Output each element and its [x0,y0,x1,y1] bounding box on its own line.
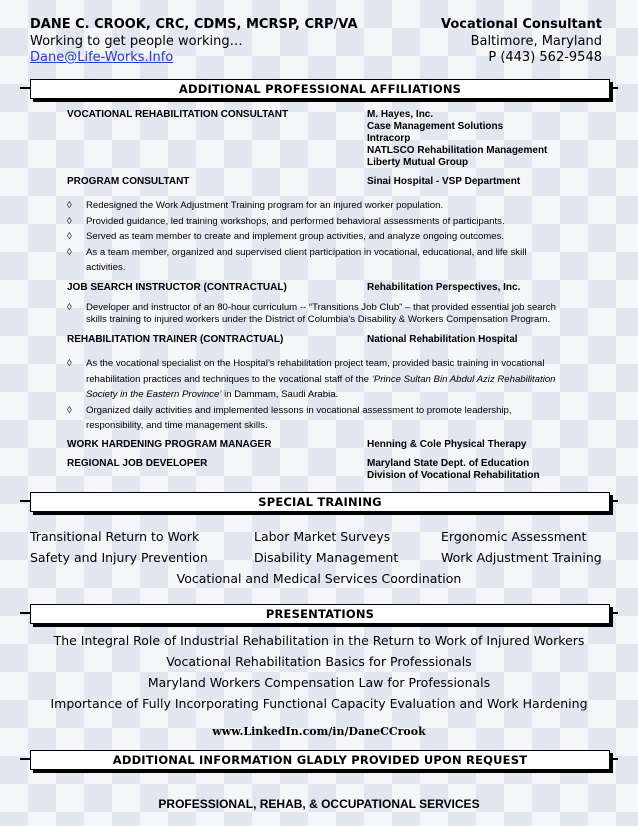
training-item: Work Adjustment Training [441,550,602,565]
presentation-item: Vocational Rehabilitation Basics for Professionals [166,654,472,669]
role-title: Vocational Consultant [440,17,602,32]
job-title-regional: REGIONAL JOB DEVELOPER [67,458,208,469]
bullet-text: responsibility, and time management skills. [86,420,268,431]
bullet-text: Developer and instructor of an 80-hour curriculum -- “Transitions Job Club” – that provided essential job search [86,302,556,313]
bullet-text: As the vocational specialist on the Hospital’s rehabilitation project team, provided basic training in vocational [86,358,545,369]
section-heading-affiliations: ADDITIONAL PROFESSIONAL AFFILIATIONS [30,79,610,99]
email-link[interactable]: Dane@Life-Works.Info [30,50,174,65]
employer-org: Division of Vocational Rehabilitation [367,470,540,481]
bullet-item: ◊ Redesigned the Work Adjustment Training program for an injured worker population. [67,198,607,214]
job-title-work-hardening: WORK HARDENING PROGRAM MANAGER [67,439,272,450]
bullet-text: skills training to injured workers under the District of Columbia’s Disability & Workers Compensation Program. [86,314,551,325]
employer-org: Henning & Cole Physical Therapy [367,439,527,450]
diamond-bullet-icon: ◊ [67,200,72,211]
presentation-item: Maryland Workers Compensation Law for Professionals [147,675,491,690]
employer-org: Intracorp [367,133,411,144]
training-item: Ergonomic Assessment [441,529,587,544]
bullet-text: rehabilitation practices and techniques to the vocational staff of the ‘Prince Sultan Bin Abdul Aziz Rehabilitation [86,373,556,385]
bullet-continuation: activities. [86,262,126,273]
training-item: Vocational and Medical Services Coordination [176,571,462,586]
bullet-text: Organized daily activities and implemented lessons in vocational assessment to promote leadership, [86,404,512,416]
diamond-bullet-icon: ◊ [67,246,72,258]
candidate-name: DANE C. CROOK, CRC, CDMS, MCRSP, CRP/VA [30,17,358,32]
job-title-trainer: REHABILITATION TRAINER (CONTRACTUAL) [67,334,284,345]
training-item: Labor Market Surveys [254,529,391,544]
job-title-job-search: JOB SEARCH INSTRUCTOR (CONTRACTUAL) [67,282,287,293]
training-item: Transitional Return to Work [30,529,200,544]
phone: P (443) 562-9548 [488,50,602,65]
employer-org: Liberty Mutual Group [367,157,469,168]
linkedin-url[interactable]: www.LinkedIn.com/in/DaneCCrook [212,725,426,738]
employer-org: Rehabilitation Perspectives, Inc. [367,282,521,293]
bullet-item: ◊ Served as team member to create and implement group activities, and analyze ongoing outcomes. [67,229,607,245]
employer-org: M. Hayes, Inc. [367,109,434,120]
employer-org: National Rehabilitation Hospital [367,334,518,345]
job-title-consultant: VOCATIONAL REHABILITATION CONSULTANT [67,109,289,120]
bullet-item: ◊ Provided guidance, led training workshops, and performed behavioral assessments of participants. [67,214,607,230]
training-item: Disability Management [254,550,399,565]
diamond-bullet-icon: ◊ [67,358,72,369]
additional-info-banner: ADDITIONAL INFORMATION GLADLY PROVIDED UPON REQUEST [30,750,610,770]
employer-org: Maryland State Dept. of Education [367,458,530,469]
location: Baltimore, Maryland [470,34,602,49]
employer-org: NATLSCO Rehabilitation Management [367,145,548,156]
employer-org: Sinai Hospital - VSP Department [367,176,521,187]
diamond-bullet-icon: ◊ [67,215,72,227]
footer-tagline: PROFESSIONAL, REHAB, & OCCUPATIONAL SERVICES [158,797,480,811]
presentation-item: Importance of Fully Incorporating Functional Capacity Evaluation and Work Hardening [50,696,588,711]
job-title-program-consultant: PROGRAM CONSULTANT [67,176,190,187]
presentation-item: The Integral Role of Industrial Rehabilitation in the Return to Work of Injured Workers [53,633,585,648]
section-heading-training: SPECIAL TRAINING [30,492,610,512]
training-item: Safety and Injury Prevention [30,550,208,565]
section-heading-presentations: PRESENTATIONS [30,604,610,624]
bullet-text: Society in the Eastern Province’ in Dammam, Saudi Arabia. [86,389,339,400]
employer-org: Case Management Solutions [367,121,504,132]
diamond-bullet-icon: ◊ [67,302,72,313]
diamond-bullet-icon: ◊ [67,404,72,416]
diamond-bullet-icon: ◊ [67,231,72,242]
bullet-item: ◊ As a team member, organized and supervised client participation in vocational, educational, and life skill [67,245,607,261]
tagline: Working to get people working… [30,34,243,49]
